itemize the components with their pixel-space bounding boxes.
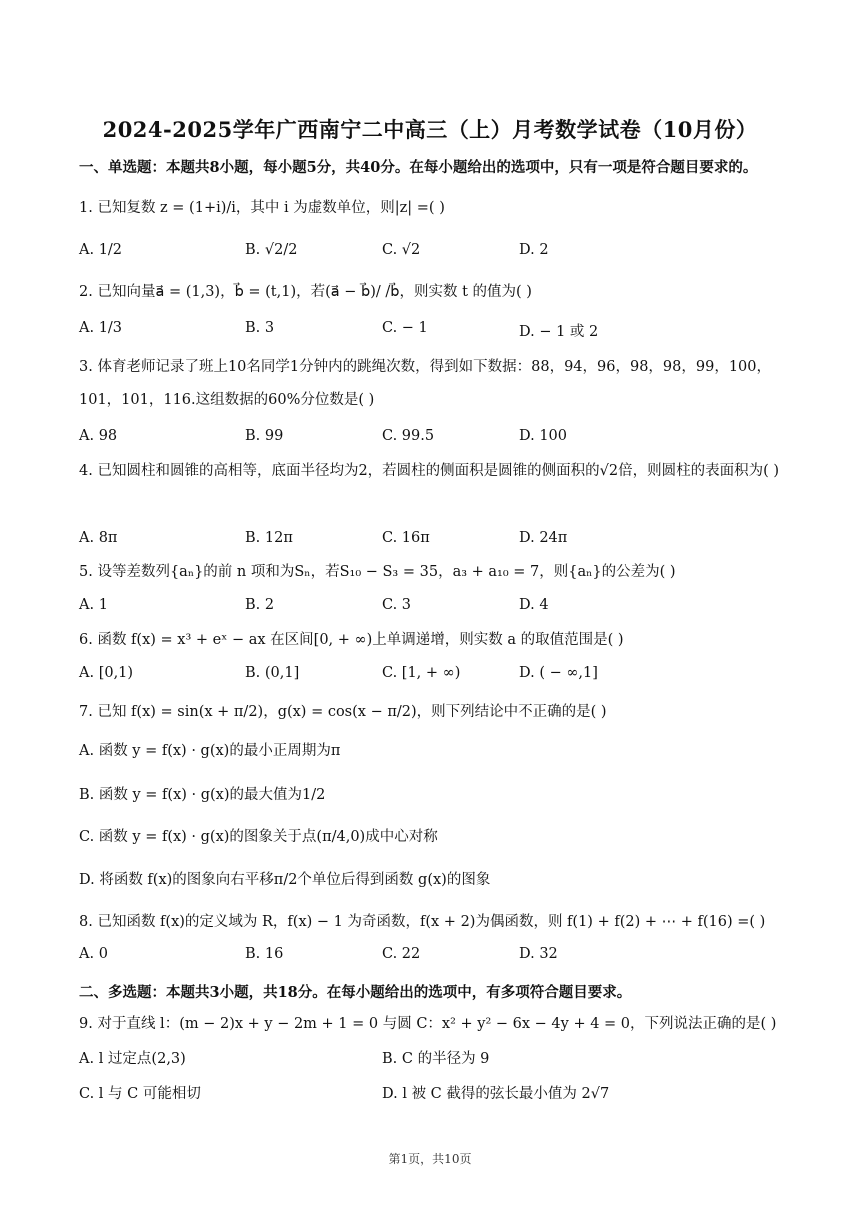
question-9-stem: 9. 对于直线 l：(m − 2)x + y − 2m + 1 = 0 与圆 C：x² + y² − 6x − 4y + 4 = 0，下列说法正确的是( ) [79, 1016, 777, 1032]
option-d: D. 2 [519, 242, 549, 258]
option-d: D. − 1 或 2 [519, 324, 599, 340]
question-9-options-row-2 [79, 1082, 784, 1106]
option-d: D. 24π [519, 530, 568, 546]
question-7-option-b: B. 函数 y = f(x) · g(x)的最大值为1/2 [79, 787, 326, 803]
question-2-options [79, 320, 784, 344]
option-d: D. l 被 C 截得的弦长最小值为 2√7 [382, 1086, 610, 1102]
option-c: C. 99.5 [382, 428, 435, 444]
question-4-options [79, 530, 784, 554]
page-title: 2024-2025学年广西南宁二中高三（上）月考数学试卷（10月份） [102, 117, 758, 142]
option-b: B. 12π [245, 530, 293, 546]
question-6-options [79, 665, 784, 689]
option-d: D. ( − ∞,1] [519, 665, 598, 681]
question-9-options-row-1 [79, 1047, 784, 1071]
option-d: D. 32 [519, 946, 558, 962]
question-6-stem: 6. 函数 f(x) = x³ + eˣ − ax 在区间[0, + ∞)上单调递增，则实数 a 的取值范围是( ) [79, 632, 624, 648]
question-1-options [79, 242, 784, 266]
option-b: B. √2/2 [245, 242, 298, 258]
option-b: B. (0,1] [245, 665, 300, 681]
option-a: A. 1 [79, 597, 108, 613]
question-7-option-c: C. 函数 y = f(x) · g(x)的图象关于点(π/4,0)成中心对称 [79, 829, 438, 845]
option-a: A. [0,1) [79, 665, 134, 681]
section-heading-multiple-choice: 二、多选题：本题共3小题，共18分。在每小题给出的选项中，有多项符合题目要求。 [79, 984, 632, 1001]
option-c: C. 3 [382, 597, 412, 613]
option-b: B. 99 [245, 428, 284, 444]
option-c: C. √2 [382, 242, 421, 258]
option-d: D. 100 [519, 428, 568, 444]
option-a: A. 8π [79, 530, 118, 546]
option-b: B. 16 [245, 946, 284, 962]
option-a: A. 1/3 [79, 320, 123, 336]
option-c: C. − 1 [382, 320, 428, 336]
option-c: C. 16π [382, 530, 430, 546]
question-5-stem: 5. 设等差数列{aₙ}的前 n 项和为Sₙ，若S₁₀ − S₃ = 35，a₃ + a₁₀ = 7，则{aₙ}的公差为( ) [79, 564, 676, 580]
option-a: A. 98 [79, 428, 118, 444]
question-2-stem: 2. 已知向量a⃗ = (1,3)，b⃗ = (t,1)，若(a⃗ − b⃗)/ /b⃗，则实数 t 的值为( ) [79, 284, 532, 300]
option-b: B. C 的半径为 9 [382, 1051, 490, 1067]
option-c: C. [1, + ∞) [382, 665, 461, 681]
question-5-options [79, 597, 784, 621]
option-a: A. 1/2 [79, 242, 123, 258]
question-7-stem: 7. 已知 f(x) = sin(x + π/2)，g(x) = cos(x − π/2)，则下列结论中不正确的是( ) [79, 704, 607, 720]
option-b: B. 3 [245, 320, 275, 336]
page-footer: 第1页，共10页 [388, 1152, 472, 1166]
question-3-stem: 3. 体育老师记录了班上10名同学1分钟内的跳绳次数，得到如下数据：88，94，96，98，98，99，100，101，101，116.这组数据的60%分位数是( ) [79, 359, 771, 408]
option-a: A. l 过定点(2,3) [79, 1051, 186, 1067]
question-7-option-d: D. 将函数 f(x)的图象向右平移π/2个单位后得到函数 g(x)的图象 [79, 872, 491, 888]
question-4-stem: 4. 已知圆柱和圆锥的高相等，底面半径均为2，若圆柱的侧面积是圆锥的侧面积的√2倍，则圆柱的表面积为( ) [79, 463, 780, 479]
question-8-stem: 8. 已知函数 f(x)的定义域为 R，f(x) − 1 为奇函数，f(x + 2)为偶函数，则 f(1) + f(2) + ⋯ + f(16) =( ) [79, 914, 766, 930]
option-c: C. 22 [382, 946, 421, 962]
question-1-stem: 1. 已知复数 z = (1+i)/i，其中 i 为虚数单位，则|z| =( ) [79, 200, 445, 216]
section-heading-single-choice: 一、单选题：本题共8小题，每小题5分，共40分。在每小题给出的选项中，只有一项是符合题目要求的。 [79, 159, 758, 176]
question-3-options [79, 428, 784, 452]
option-d: D. 4 [519, 597, 549, 613]
option-c: C. l 与 C 可能相切 [79, 1086, 201, 1102]
question-8-options [79, 946, 784, 970]
option-b: B. 2 [245, 597, 275, 613]
question-7-option-a: A. 函数 y = f(x) · g(x)的最小正周期为π [79, 743, 341, 759]
option-a: A. 0 [79, 946, 108, 962]
